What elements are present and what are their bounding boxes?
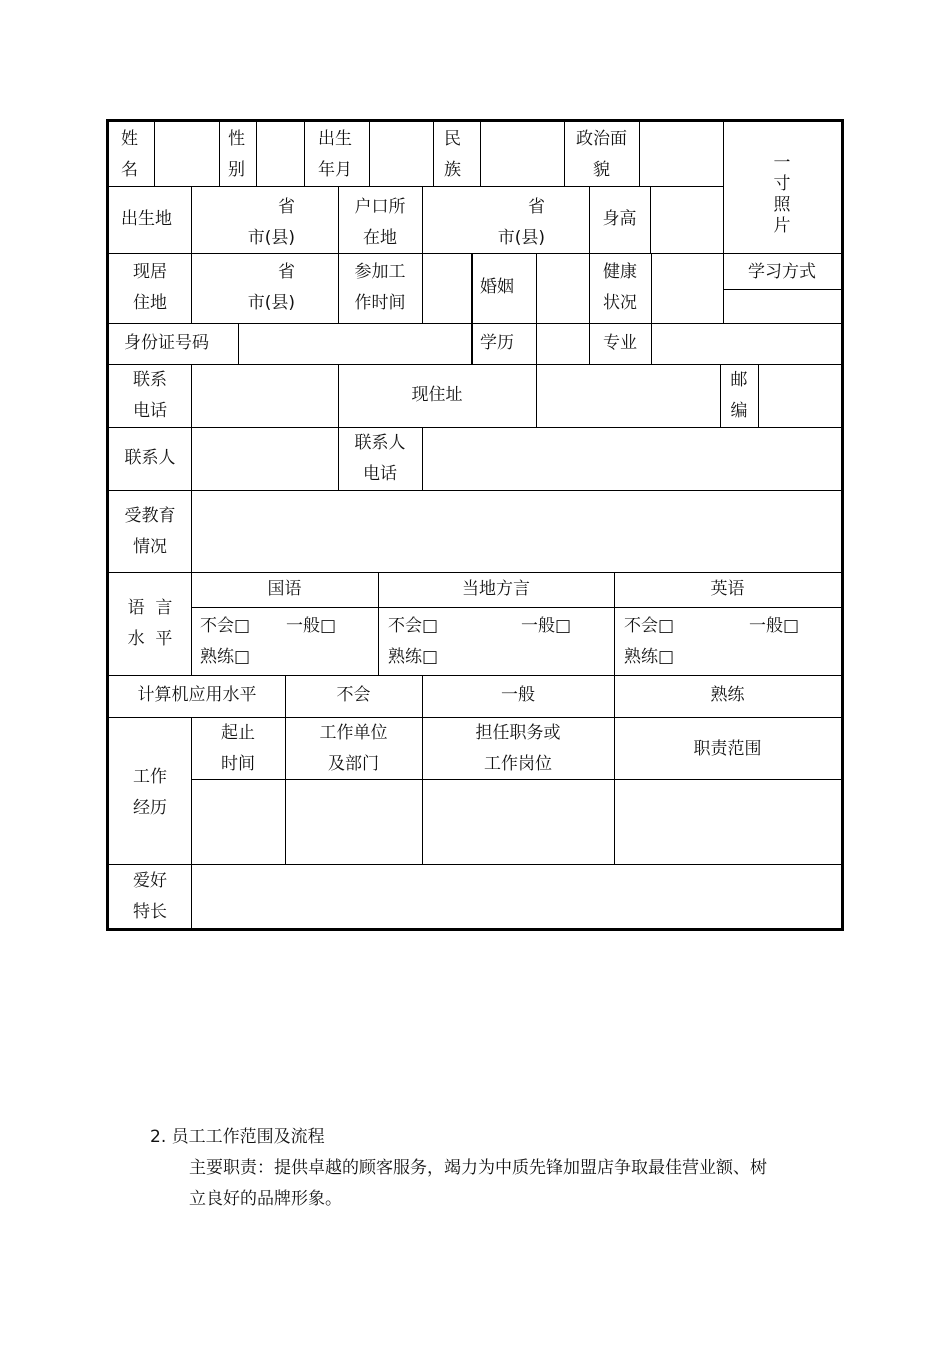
row-divider (191, 607, 841, 608)
name-label: 姓 名 (121, 129, 138, 180)
study-mode-label: 学习方式 (748, 262, 816, 282)
col-divider (480, 122, 481, 186)
col-divider (422, 427, 423, 490)
col-divider (154, 122, 155, 186)
political-status-label: 政治面 貌 (576, 129, 627, 180)
mandarin-general-option[interactable]: 一般□ (286, 616, 337, 636)
employee-registration-form (106, 119, 844, 931)
hobby-label: 爱好 特长 (133, 871, 167, 922)
language-col-dialect: 当地方言 (462, 579, 530, 599)
language-col-mandarin: 国语 (267, 579, 302, 599)
contact-phone-label: 联系人 电话 (354, 433, 406, 484)
col-divider (536, 364, 537, 427)
health-label: 健康 状况 (603, 262, 637, 313)
birth-date-label: 出生 年月 (318, 129, 352, 180)
language-level-label: 语 言 水 平 (127, 598, 173, 649)
work-experience-label: 工作 经历 (133, 767, 167, 818)
work-position-header: 担任职务或 工作岗位 (475, 723, 561, 774)
col-divider (238, 323, 239, 364)
work-period-header: 起止 时间 (221, 723, 255, 774)
gender-label: 性 别 (228, 129, 245, 180)
work-employer-header: 工作单位 及部门 (319, 723, 388, 774)
col-divider (422, 186, 423, 323)
hukou-label: 户口所 在地 (354, 197, 406, 248)
row-divider (109, 572, 841, 573)
col-divider (191, 186, 192, 323)
birthplace-value: 省 市(县) (247, 197, 295, 248)
mandarin-fluent-option[interactable]: 熟练□ (200, 647, 251, 667)
col-divider (191, 864, 192, 928)
col-divider (304, 122, 305, 186)
paragraph-line-2: 立良好的品牌形象。 (189, 1189, 342, 1209)
photo-label: 一 寸 照 片 (773, 153, 791, 236)
col-divider (651, 253, 652, 364)
row-divider (109, 323, 841, 324)
work-duties-header: 职责范围 (693, 739, 762, 759)
education-history-label: 受教育 情况 (124, 506, 176, 557)
work-start-label: 参加工 作时间 (354, 262, 406, 313)
ethnicity-label: 民 族 (444, 129, 461, 180)
row-divider (109, 490, 841, 491)
col-divider (433, 122, 434, 186)
mandarin-none-option[interactable]: 不会□ (200, 616, 251, 636)
education-label: 学历 (480, 333, 514, 353)
section-heading: 2. 员工工作范围及流程 (150, 1127, 325, 1147)
col-divider (369, 122, 370, 186)
row-divider (109, 864, 841, 865)
residence-value: 省 市(县) (247, 262, 295, 313)
birthplace-label: 出生地 (121, 209, 172, 229)
col-divider (536, 253, 537, 364)
postcode-label: 邮 编 (730, 370, 748, 421)
phone-label: 联系 电话 (133, 370, 167, 421)
row-divider (109, 186, 723, 187)
dialect-none-option[interactable]: 不会□ (388, 616, 439, 636)
row-divider (723, 253, 841, 254)
section-paragraph (189, 1153, 809, 1215)
computer-level-none[interactable]: 不会 (336, 685, 371, 705)
row-divider (723, 289, 841, 290)
marriage-label: 婚姻 (480, 277, 514, 297)
major-label: 专业 (603, 333, 637, 353)
row-divider (109, 675, 841, 676)
id-number-label: 身份证号码 (124, 333, 209, 353)
col-divider (639, 122, 640, 186)
col-divider (191, 364, 192, 572)
hukou-value: 省 市(县) (497, 197, 545, 248)
computer-level-label: 计算机应用水平 (137, 685, 257, 705)
computer-level-general[interactable]: 一般 (501, 685, 535, 705)
dialect-general-option[interactable]: 一般□ (521, 616, 572, 636)
english-fluent-option[interactable]: 熟练□ (624, 647, 675, 667)
english-general-option[interactable]: 一般□ (749, 616, 800, 636)
col-divider (219, 122, 220, 186)
paragraph-line-1: 主要职责：提供卓越的顾客服务，竭力为中质先锋加盟店争取最佳营业额、树 (189, 1158, 767, 1178)
english-none-option[interactable]: 不会□ (624, 616, 675, 636)
col-divider (471, 253, 473, 364)
residence-label: 现居 住地 (133, 262, 167, 313)
row-divider (109, 427, 841, 428)
col-divider (256, 122, 257, 186)
dialect-fluent-option[interactable]: 熟练□ (388, 647, 439, 667)
col-divider (758, 364, 759, 427)
address-label: 现住址 (411, 385, 463, 405)
language-col-english: 英语 (710, 579, 745, 599)
contact-person-label: 联系人 (124, 448, 176, 468)
height-label: 身高 (602, 209, 637, 229)
col-divider (650, 186, 651, 253)
computer-level-fluent[interactable]: 熟练 (710, 685, 745, 705)
